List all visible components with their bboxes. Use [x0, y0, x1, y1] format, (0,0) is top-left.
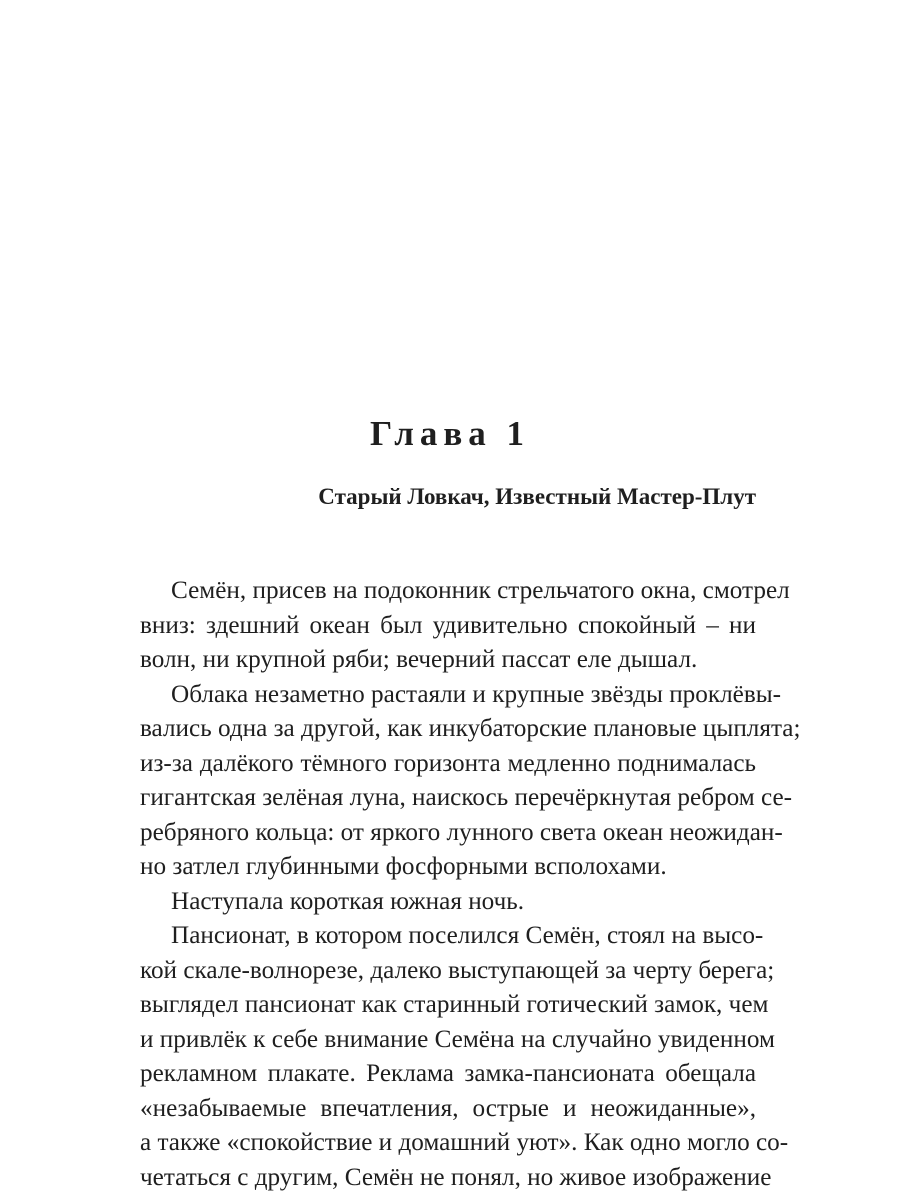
- paragraph-4: [140, 919, 789, 1195]
- paragraph-2: [140, 678, 801, 885]
- text-line: из-за далёкого тёмного горизонта медленно поднималась: [140, 749, 756, 777]
- text-line: Семён, присев на подоконник стрельчатого окна, смотрел: [171, 577, 790, 604]
- text-line: Наступала короткая южная ночь.: [171, 887, 525, 915]
- chapter-heading: Глава 1: [369, 414, 531, 453]
- text-line: вниз: здешний океан был удивительно спокойный – ни: [140, 611, 756, 639]
- text-line: кой скале-волнорезе, далеко выступающей за черту берега;: [140, 956, 775, 984]
- chapter-subtitle: Старый Ловкач, Известный Мастер-Плут: [318, 484, 756, 509]
- text-line: ребряного кольца: от яркого лунного света океан неожидан-: [140, 818, 783, 846]
- text-line: выглядел пансионат как старинный готический замок, чем: [140, 991, 769, 1018]
- text-line: Пансионат, в котором поселился Семён, стоял на высо-: [171, 922, 764, 949]
- text-line: «незабываемые впечатления, острые и неожиданные»,: [140, 1094, 756, 1122]
- paragraph-1: [140, 574, 790, 678]
- text-line: вались одна за другой, как инкубаторские плановые цыплята;: [140, 715, 801, 742]
- text-line: волн, ни крупной ряби; вечерний пассат еле дышал.: [140, 646, 698, 673]
- text-line: но затлел глубинными фосфорными всполохами.: [140, 853, 667, 880]
- text-line: гигантская зелёная луна, наискось перечёркнутая ребром се-: [140, 784, 793, 811]
- text-line: рекламном плакате. Реклама замка-пансионата обещала: [140, 1060, 756, 1087]
- chapter-body: [140, 574, 801, 1195]
- text-line: Облака незаметно растаяли и крупные звёзды проклёвы-: [171, 680, 782, 708]
- text-line: и привлёк к себе внимание Семёна на случайно увиденном: [140, 1025, 775, 1053]
- text-line: а также «спокойствие и домашний уют». Как одно могло со-: [140, 1129, 789, 1156]
- text-line: четаться с другим, Семён не понял, но живое изображение: [140, 1163, 772, 1191]
- paragraph-3: [140, 885, 756, 920]
